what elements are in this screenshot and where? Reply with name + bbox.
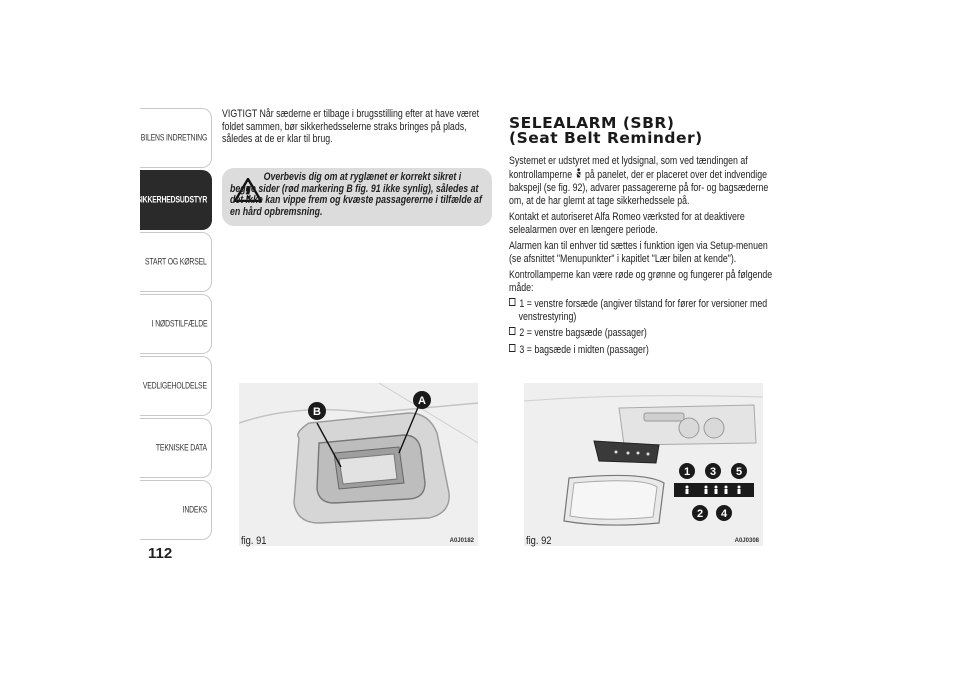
checkbox-bullet-icon — [509, 298, 515, 306]
tab-vedligeholdelse[interactable] — [140, 356, 212, 416]
paragraph-1-part-a: Systemet er udstyret med et lydsignal, som ved tændingen af kontrollamperne — [509, 155, 748, 181]
tab-bilens-indretning[interactable] — [140, 108, 212, 168]
callout-number-5: 5 — [735, 466, 743, 478]
tab-label: I NØDSTILFÆLDE — [151, 318, 207, 330]
callout-label-b: B — [313, 406, 321, 418]
tab-label: TEKNISKE DATA — [155, 442, 207, 454]
tab-label: VEDLIGEHOLDELSE — [143, 380, 207, 392]
tab-start-og-korsel[interactable] — [140, 232, 212, 292]
warning-box — [222, 168, 492, 226]
paragraph-2: Kontakt et autoriseret Alfa Romeo værksted for at deaktivere selealarmen over en længere periode. — [509, 211, 745, 236]
bullet-item: 2 = venstre bagsæde (passager) — [509, 327, 781, 340]
left-column — [222, 108, 488, 150]
bullet-item: 3 = bagsæde i midten (passager) — [509, 344, 781, 357]
warning-text: Overbevis dig om at ryglænet er korrekt sikret i begge sider (rød markering B fig. 91 ikke synlig), således at det ikke kan vippe frem og kvæste passagererne i tilfælde af en hård opbremsning. — [230, 171, 482, 218]
tab-label: INDEKS — [182, 504, 207, 516]
seatbelt-person-icon — [575, 168, 583, 183]
paragraph-1-part-b: på panelet, der er placeret over det indvendige bakspejl (se fig. 92), advarer passagererne på for- og bagsæderne om, at de har glemt at tage sikkerhedssele på. — [509, 168, 769, 207]
checkbox-bullet-icon — [509, 327, 515, 335]
figure-91 — [239, 383, 478, 546]
section-heading — [509, 116, 703, 146]
tab-i-nodstilfaelde[interactable] — [140, 294, 212, 354]
tab-label: SIKKERHEDSUDSTYR — [136, 194, 207, 206]
figure-92 — [524, 383, 763, 546]
figure-code: A0J0182 — [449, 538, 474, 544]
bullet-item: 1 = venstre forsæde (angiver tilstand for fører for versioner med venstrestyring) — [509, 298, 781, 323]
callout-number-4: 4 — [720, 508, 728, 520]
paragraph-4: Kontrollamperne kan være røde og grønne og fungerer på følgende måde: — [509, 269, 773, 294]
heading-line-1: SELEALARM (SBR) — [509, 114, 675, 132]
tab-tekniske-data[interactable] — [140, 418, 212, 478]
chapter-tabs — [136, 108, 212, 542]
callout-number-2: 2 — [696, 508, 704, 520]
callout-number-3: 3 — [709, 466, 717, 478]
callout-number-1: 1 — [683, 466, 691, 478]
figure-caption: fig. 92 — [526, 535, 552, 547]
figure-caption: fig. 91 — [241, 535, 267, 547]
right-column — [509, 155, 781, 360]
tab-sikkerhedsudstyr[interactable] — [136, 170, 212, 230]
tab-label: START OG KØRSEL — [145, 256, 207, 268]
figure-code: A0J0308 — [734, 538, 759, 544]
callout-label-a: A — [418, 395, 426, 407]
intro-paragraph: VIGTIGT Når sæderne er tilbage i brugsstilling efter at have været foldet sammen, bør sikkerhedsselerne straks bringes på plads, således at de er klar til brug. — [222, 108, 480, 145]
paragraph-3: Alarmen kan til enhver tid sættes i funktion igen via Setup-menuen (se afsnittet "Menupunkter" i kapitlet "Lær bilen at kende"). — [509, 240, 768, 265]
tab-label: BILENS INDRETNING — [140, 132, 207, 144]
heading-line-2: (Seat Belt Reminder) — [509, 129, 703, 147]
overhead-panel-illustration — [524, 383, 763, 546]
paragraph-1 — [509, 155, 781, 207]
page-number: 112 — [148, 545, 173, 562]
tab-indeks[interactable] — [140, 480, 212, 540]
seat-latch-illustration — [239, 383, 478, 546]
checkbox-bullet-icon — [509, 344, 515, 352]
